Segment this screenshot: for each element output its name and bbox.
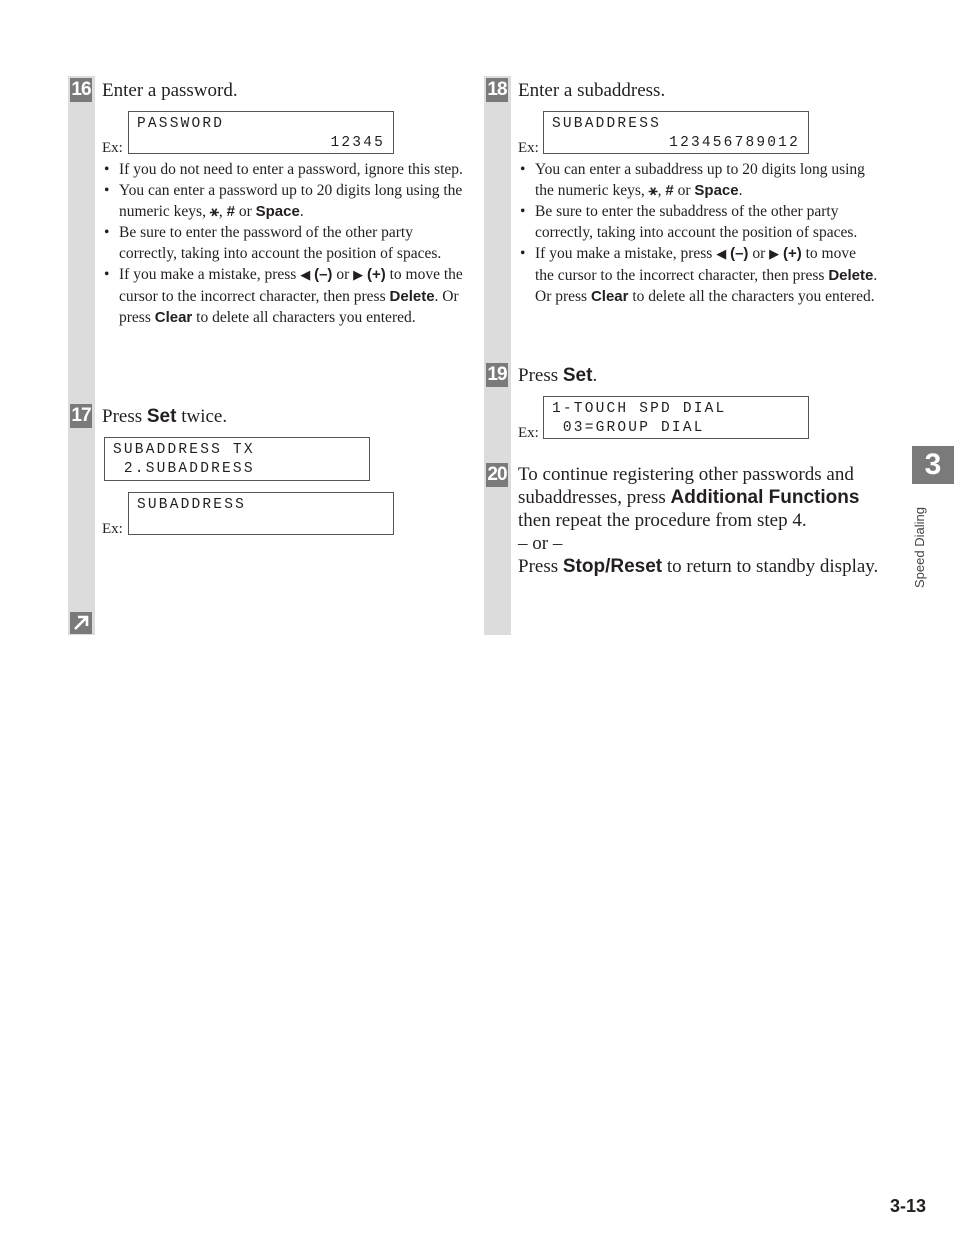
lcd-line-2: 12345 <box>330 135 385 151</box>
section-label: Speed Dialing <box>912 507 927 588</box>
step-17-ex-label: Ex: <box>102 521 123 537</box>
step-20-number: 20 <box>487 464 507 485</box>
step-16-title: Enter a password. <box>102 80 238 101</box>
note-item: • If you make a mistake, press ◀ (–) or ▶ (+) to move the cursor to the incorrect character, then press Delete. Or press Clear to delete all characters you entered. <box>102 264 472 328</box>
set-key: Set <box>562 365 593 386</box>
stop-reset-key: Stop/Reset <box>562 556 663 577</box>
note-item: • You can enter a subaddress up to 20 digits long using the numeric keys, ⚹, # or Space. <box>518 159 878 201</box>
delete-key: Delete <box>389 288 435 305</box>
step-18-ex-label: Ex: <box>518 140 539 156</box>
lcd-line-2: 2.SUBADDRESS <box>113 461 255 477</box>
step-19-title: Press Set. <box>518 365 598 386</box>
lcd-line-2: 03=GROUP DIAL <box>552 420 705 436</box>
space-key: Space <box>255 203 300 220</box>
note-item: • You can enter a password up to 20 digits long using the numeric keys, ⚹, # or Space. <box>102 180 472 222</box>
step-17-lcd-1 <box>104 437 370 481</box>
left-arrow-icon: ◀ <box>300 268 311 283</box>
right-arrow-icon: ▶ <box>769 247 780 262</box>
lcd-line-1: SUBADDRESS TX <box>113 442 255 458</box>
step-19-lcd <box>543 396 809 439</box>
star-key: ⚹ <box>648 182 658 199</box>
page-number: 3-13 <box>890 1196 927 1216</box>
step-16-number: 16 <box>71 79 91 100</box>
additional-functions-key: Additional Functions <box>670 487 860 508</box>
lcd-line-1: SUBADDRESS <box>137 497 247 513</box>
hash-key: # <box>665 182 674 199</box>
note-item: • If you do not need to enter a password, ignore this step. <box>102 159 472 180</box>
star-key: ⚹ <box>209 203 219 220</box>
lcd-line-2: 123456789012 <box>669 135 800 151</box>
lcd-line-1: PASSWORD <box>137 116 225 132</box>
step-19-number: 19 <box>487 364 507 385</box>
step-18-number: 18 <box>487 79 507 100</box>
step-18-notes <box>518 159 878 307</box>
set-key: Set <box>146 406 177 427</box>
step-20-text: To continue registering other passwords and subaddresses, press Additional Functions then repeat the procedure from step 4. – or – Press Stop/Reset to return to standby display. <box>518 464 879 577</box>
lcd-line-1: 1-TOUCH SPD DIAL <box>552 401 727 417</box>
left-column-band <box>68 76 95 635</box>
step-19-ex-label: Ex: <box>518 425 539 441</box>
step-17-lcd-2 <box>128 492 394 535</box>
right-column-band <box>484 76 511 635</box>
step-16-ex-label: Ex: <box>102 140 123 156</box>
hash-key: # <box>226 203 235 220</box>
step-18-title: Enter a subaddress. <box>518 80 666 101</box>
left-arrow-icon: ◀ <box>716 247 727 262</box>
step-18-lcd <box>543 111 809 154</box>
lcd-line-1: SUBADDRESS <box>552 116 662 132</box>
step-17-title: Press Set twice. <box>102 406 228 427</box>
step-17-number: 17 <box>71 405 91 426</box>
delete-key: Delete <box>828 267 874 284</box>
clear-key: Clear <box>590 288 629 305</box>
note-item: • Be sure to enter the subaddress of the other party correctly, taking into account the position of spaces. <box>518 201 878 243</box>
note-item: • Be sure to enter the password of the other party correctly, taking into account the position of spaces. <box>102 222 472 264</box>
chapter-tab: 3 <box>912 446 954 484</box>
arrow-up-right-icon <box>70 612 92 634</box>
step-16-lcd <box>128 111 394 154</box>
note-item: • If you make a mistake, press ◀ (–) or ▶ (+) to move the cursor to the incorrect character, then press Delete. Or press Clear to delete all the characters you entered. <box>518 243 878 307</box>
clear-key: Clear <box>154 309 193 326</box>
right-arrow-icon: ▶ <box>353 268 364 283</box>
step-16-notes <box>102 159 472 328</box>
space-key: Space <box>694 182 739 199</box>
